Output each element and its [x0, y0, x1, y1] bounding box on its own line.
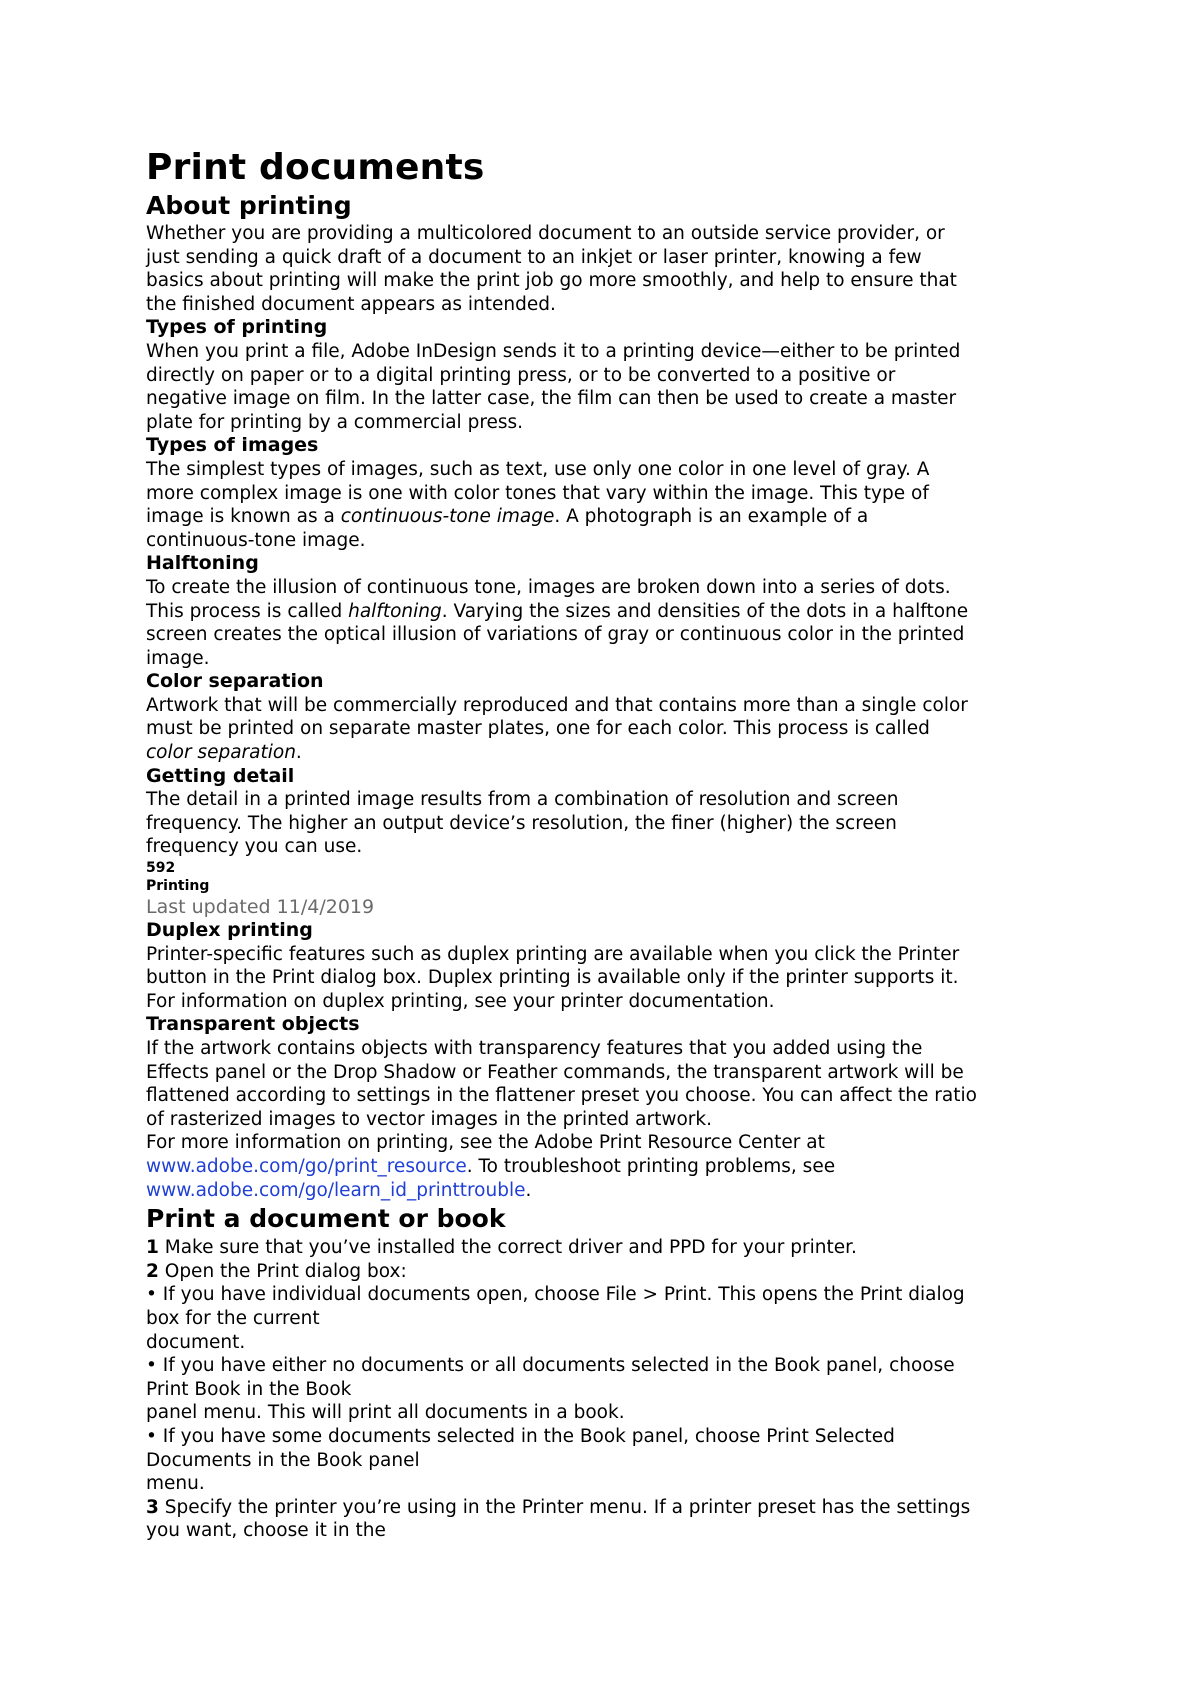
text-run: . A photograph is an example of a continuous-tone image.: [146, 506, 869, 551]
emphasis-term: halftoning: [348, 600, 442, 622]
step-text: Specify the printer you’re using in the Printer menu. If a printer preset has the settings you want, choose it in the: [146, 1496, 971, 1542]
color-separation-heading: Color separation: [146, 670, 324, 693]
getting-detail-heading: Getting detail: [146, 764, 295, 787]
halftoning-heading: Halftoning: [146, 552, 259, 575]
duplex-printing-text: Printer-specific features such as duplex printing are available when you click the Printer button in the Print dialog box. Duplex printing is available only if the printer supports it. For information on duplex printing, see your printer documentation.: [146, 943, 960, 1012]
step-number: 1: [146, 1237, 159, 1259]
transparent-objects-text: If the artwork contains objects with transparency features that you added using the Effects panel or the Drop Shadow or Feather commands, the transparent artwork will be flattened according to settings in the flattener preset you choose. You can affect the ratio of rasterized images to vector images in the printed artwork.: [146, 1038, 977, 1130]
text-run: For more information on printing, see the Adobe Print Resource Center at: [146, 1132, 825, 1154]
types-of-printing-heading: Types of printing: [146, 316, 328, 339]
step-text: Open the Print dialog box:: [158, 1260, 407, 1282]
halftoning-text: [146, 576, 1076, 670]
text-run: Artwork that will be commercially reproduced and that contains more than a single color must be printed on separate master plates, one for each color. This process is called: [146, 694, 968, 740]
text-run: . Varying the sizes and densities of the dots in a halftone screen creates the optical illusion of variations of gray or continuous color in the printed image.: [146, 600, 969, 669]
bullet-item: • If you have individual documents open, choose File > Print. This opens the Print dialog box for the current document.: [146, 1284, 965, 1353]
step-text: Make sure that you’ve installed the correct driver and PPD for your printer.: [158, 1237, 857, 1259]
more-info-paragraph: [146, 1131, 1076, 1202]
step-1: [146, 1236, 1076, 1260]
page-number: 592: [146, 860, 176, 877]
text-run: To create the illusion of continuous tone, images are broken down into a series of dots. This process is called: [146, 576, 951, 622]
section-label: Printing: [146, 878, 210, 895]
print-document-or-book-heading: Print a document or book: [146, 1204, 506, 1234]
step-number: 2: [146, 1260, 159, 1282]
text-run: The simplest types of images, such as text, use only one color in one level of gray. A more complex image is one with color tones that vary within the image. This type of image is known as a: [146, 458, 930, 528]
about-printing-text: Whether you are providing a multicolored document to an outside service provider, or just sending a quick draft of a document to an inkjet or laser printer, knowing a few basics about printing will make the print job go more smoothly, and help to ensure that the finished document appears as intended.: [146, 223, 957, 315]
types-of-images-text: [146, 458, 1076, 552]
types-of-images-heading: Types of images: [146, 434, 319, 457]
print-resource-link[interactable]: www.adobe.com/go/print_resource: [146, 1155, 467, 1177]
text-run: . To troubleshoot printing problems, see: [466, 1155, 836, 1177]
step-2: [146, 1260, 1076, 1284]
duplex-printing-heading: Duplex printing: [146, 919, 313, 942]
document-page: [146, 146, 1076, 1543]
text-run: .: [525, 1179, 532, 1201]
transparent-objects-heading: Transparent objects: [146, 1013, 360, 1036]
getting-detail-text: The detail in a printed image results from a combination of resolution and screen frequency. The higher an output device’s resolution, the finer (higher) the screen frequency you can use.: [146, 789, 899, 858]
text-run: .: [295, 742, 302, 764]
bullet-item: • If you have either no documents or all documents selected in the Book panel, choose Print Book in the Book panel menu. This will print all documents in a book.: [146, 1355, 955, 1424]
printtrouble-link[interactable]: www.adobe.com/go/learn_id_printtrouble: [146, 1179, 526, 1201]
step-3: [146, 1496, 1076, 1543]
about-printing-heading: About printing: [146, 191, 352, 220]
types-of-printing-text: When you print a file, Adobe InDesign sends it to a printing device—either to be printed directly on paper or to a digital printing press, or to be converted to a positive or negative image on film. In the latter case, the film can then be used to create a master plate for printing by a commercial press.: [146, 340, 961, 433]
color-separation-text: [146, 694, 1076, 765]
page-title: Print documents: [146, 147, 485, 188]
emphasis-term: color separation: [146, 742, 296, 764]
emphasis-term: continuous-tone image: [340, 506, 555, 528]
last-updated: Last updated 11/4/2019: [146, 896, 375, 919]
step-number: 3: [146, 1496, 159, 1518]
bullet-item: • If you have some documents selected in the Book panel, choose Print Selected Documents in the Book panel menu.: [146, 1425, 895, 1495]
